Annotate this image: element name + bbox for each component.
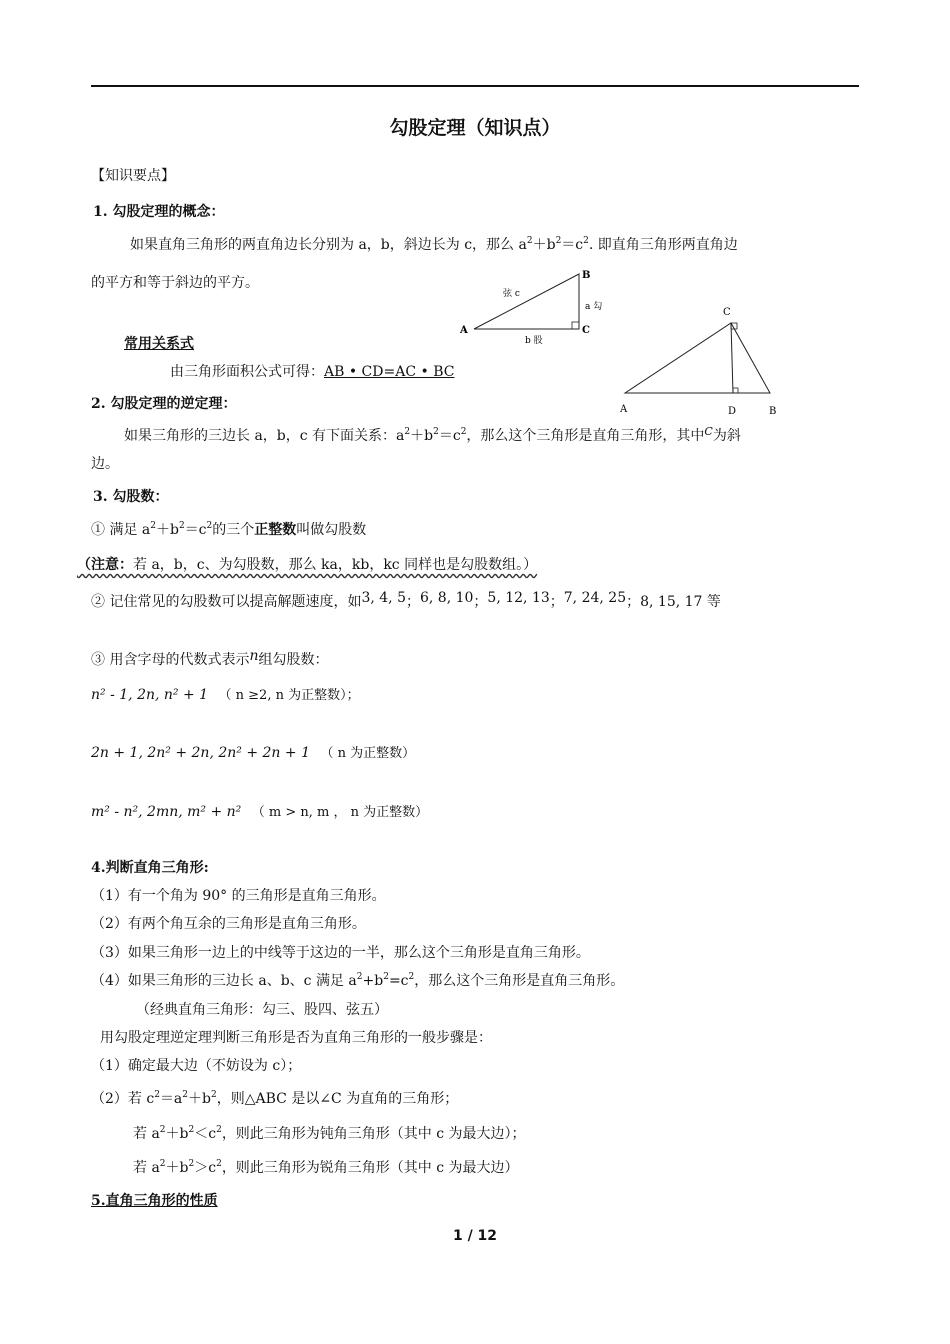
s2-paragraph-line1 [124, 425, 741, 445]
superscript: 2 [356, 972, 363, 982]
superscript: 2 [182, 1090, 189, 1100]
s4-text: ＞c [194, 1160, 217, 1176]
s2-text: ＋b [410, 428, 434, 444]
s4-text: （2）若 c [91, 1091, 155, 1107]
s4-step-4 [133, 1157, 519, 1177]
s1-paragraph-line1 [130, 234, 738, 254]
s4-text: ，则△ABC 是以∠C 为直角的三角形； [216, 1091, 459, 1107]
s3-text: 组勾股数： [258, 652, 329, 668]
s3-text: ＋b [155, 522, 179, 538]
superscript: 2 [159, 1125, 166, 1135]
s3-note [77, 554, 537, 574]
s4-item-2: （2）有两个角互余的三角形是直角三角形。 [91, 916, 366, 932]
note-label: （注意： [77, 557, 133, 573]
superscript: 2 [216, 1125, 222, 1135]
s3-item1 [91, 519, 366, 539]
superscript: 2 [404, 427, 411, 437]
s2-text: ＝c [438, 428, 461, 444]
relation-prefix: 由三角形面积公式可得： [170, 364, 324, 380]
right-angle-mark [572, 322, 579, 329]
s2-paragraph-line2: 边。 [91, 456, 119, 472]
s4-text: +b [362, 973, 384, 989]
right-angle-mark [733, 388, 738, 393]
s2-text: 如果三角形的三边长 a，b，c 有下面关系：a [124, 428, 405, 444]
superscript: 2 [150, 521, 156, 531]
altitude-line [731, 323, 733, 393]
formula-1-condition: （ n ≥2, n 为正整数）； [218, 688, 360, 703]
s4-text: ＋b [165, 1160, 189, 1176]
s3-item2 [91, 590, 721, 611]
formula-2-expr: 2n + 1, 2n² + 2n, 2n² + 2n + 1 [91, 745, 310, 761]
formula-3-condition: （ m > n, m ， n 为正整数） [251, 805, 429, 820]
superscript: 2 [433, 427, 439, 437]
header-rule [91, 85, 859, 87]
superscript: 2 [408, 972, 415, 982]
vertex-a-label: A [620, 404, 628, 415]
section-header: 【知识要点】 [91, 168, 175, 184]
triple-6-8-10: 6, 8, 10 [419, 590, 474, 606]
s3-heading: 3. 勾股数： [93, 489, 169, 505]
s1-heading: 1. 勾股定理的概念： [93, 204, 225, 220]
superscript: 2 [154, 1090, 160, 1100]
s3-text: ② 记住常见的勾股数可以提高解题速度，如 [91, 594, 362, 610]
s4-text: 若 a [133, 1160, 160, 1176]
s1-text: ＝c [561, 237, 584, 253]
superscript: 2 [216, 1159, 222, 1169]
s4-text: ＝a [159, 1091, 183, 1107]
superscript: 2 [555, 236, 562, 246]
s4-text: ＋b [188, 1091, 211, 1107]
separator: ； [405, 594, 420, 610]
superscript: 2 [460, 427, 467, 437]
vertex-c-label: C [582, 325, 590, 336]
relation-formula: AB • CD=AC • BC [324, 364, 455, 380]
variable-n: n [249, 648, 259, 664]
s4-item-4 [91, 970, 624, 990]
s1-text: ＋b [532, 237, 556, 253]
formula-1-expr: n² - 1, 2n, n² + 1 [91, 687, 209, 703]
s4-text: 若 a [133, 1126, 160, 1142]
s4-text: ，那么这个三角形是直角三角形。 [414, 973, 625, 989]
formula-2 [91, 742, 415, 761]
foot-d-label: D [728, 406, 737, 417]
superscript: 2 [526, 236, 533, 246]
superscript: 2 [188, 1125, 195, 1135]
s3-item3 [91, 648, 328, 669]
formula-2-condition: （ n 为正整数） [320, 746, 416, 761]
superscript: 2 [583, 236, 589, 246]
s3-text: 8, 15, 17 等 [640, 594, 721, 610]
superscript: 2 [159, 1159, 166, 1169]
s4-step-1: （1）确定最大边（不妨设为 c）； [91, 1058, 302, 1074]
altitude-triangle-diagram [615, 300, 785, 420]
superscript: 2 [188, 1159, 195, 1169]
s1-text: 如果直角三角形的两直角边长分别为 a，b，斜边长为 c，那么 a [130, 237, 527, 253]
s4-text: ，则此三角形为钝角三角形（其中 c 为最大边）； [221, 1126, 526, 1142]
note-text: 若 a，b，c、为勾股数，那么 ka，kb，kc 同样也是勾股数组。） [133, 557, 538, 573]
triple-7-24-25: 7, 24, 25 [563, 590, 627, 606]
triple-3-4-5: 3, 4, 5 [361, 590, 406, 606]
s4-text: =c [388, 973, 409, 989]
vertex-a-label: A [460, 325, 468, 336]
s4-classic: （经典直角三角形：勾三、股四、弦五） [136, 1002, 388, 1018]
right-triangle-diagram [455, 262, 615, 348]
separator: ； [473, 594, 488, 610]
vertex-c-label: C [723, 307, 731, 318]
separator: ； [626, 594, 641, 610]
s2-heading: 2. 勾股定理的逆定理： [91, 396, 237, 412]
formula-1 [91, 684, 360, 703]
s4-steps-intro: 用勾股定理逆定理判断三角形是否为直角三角形的一般步骤是： [100, 1030, 492, 1046]
page-number: 1 / 12 [452, 1228, 498, 1244]
s3-text: ③ 用含字母的代数式表示 [91, 652, 250, 668]
s5-heading: 5.直角三角形的性质 [91, 1193, 218, 1209]
s4-step-3 [133, 1123, 526, 1143]
superscript: 2 [178, 521, 185, 531]
superscript: 2 [211, 1090, 217, 1100]
superscript: 2 [206, 521, 213, 531]
separator: ； [549, 594, 564, 610]
formula-3 [91, 801, 428, 820]
s1-paragraph-line2: 的平方和等于斜边的平方。 [91, 275, 259, 291]
s4-item-3: （3）如果三角形一边上的中线等于这边的一半，那么这个三角形是直角三角形。 [91, 945, 590, 961]
s2-text: 为斜 [712, 428, 741, 444]
formula-3-expr: m² - n², 2mn, m² + n² [91, 804, 242, 820]
s4-text: （4）如果三角形的三边长 a、b、c 满足 a [91, 973, 357, 989]
superscript: 2 [383, 972, 389, 982]
leg-b-label: b 股 [525, 336, 543, 346]
triangle-shape [625, 323, 770, 393]
triple-5-12-13: 5, 12, 13 [487, 590, 550, 606]
s4-text: ＜c [194, 1126, 217, 1142]
s1-subheading: 常用关系式 [124, 336, 194, 352]
variable-c: C [704, 425, 713, 438]
s1-relation [170, 361, 454, 381]
s3-text: ① 满足 a [91, 522, 151, 538]
vertex-b-label: B [582, 270, 591, 281]
s1-text: . 即直角三角形两直角边 [588, 237, 738, 253]
leg-a-label: a 勾 [585, 302, 603, 312]
s4-step-2 [91, 1088, 458, 1108]
s4-text: ＋b [165, 1126, 189, 1142]
s4-heading: 4.判断直角三角形: [91, 860, 209, 876]
s3-bold-text: 正整数 [254, 522, 297, 538]
s3-text: ＝c [184, 522, 207, 538]
s3-text: 的三个 [212, 522, 255, 538]
s3-text: 叫做勾股数 [296, 522, 367, 538]
hypotenuse-label: 弦 c [503, 289, 520, 299]
s4-text: ，则此三角形为锐角三角形（其中 c 为最大边） [221, 1160, 519, 1176]
s2-text: ，那么这个三角形是直角三角形，其中 [466, 428, 705, 444]
triangle-shape [474, 274, 579, 329]
s4-item-1: （1）有一个角为 90° 的三角形是直角三角形。 [91, 888, 386, 904]
vertex-b-label: B [769, 406, 777, 417]
page-title: 勾股定理（知识点） [389, 117, 561, 139]
